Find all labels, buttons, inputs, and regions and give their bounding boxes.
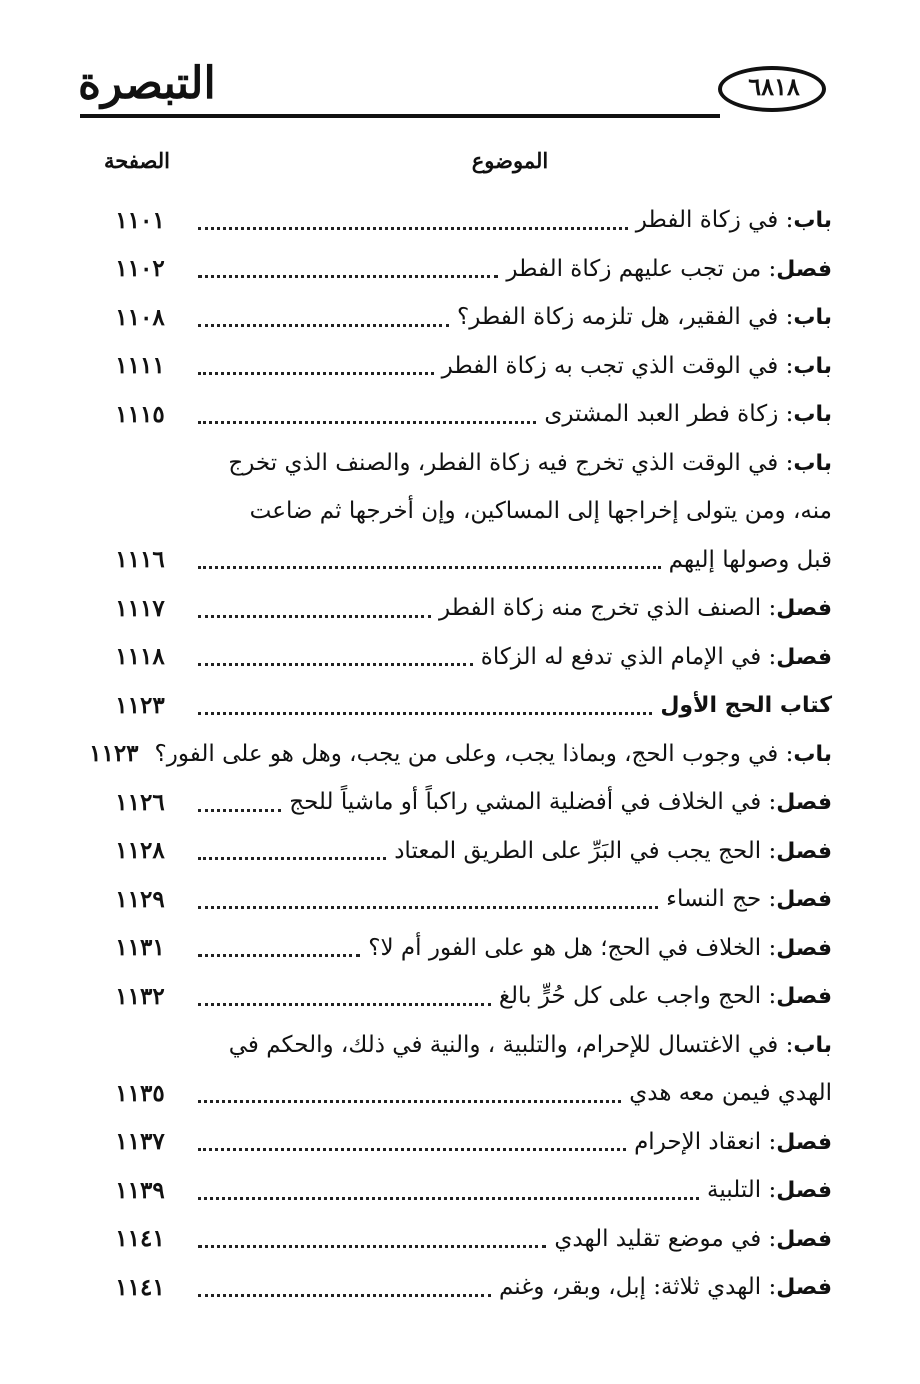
entry-page-number: ١١١١ bbox=[115, 352, 165, 380]
leader-dots bbox=[198, 615, 431, 618]
entry-text: باب: زكاة فطر العبد المشترى bbox=[544, 401, 832, 428]
entry-title: في الإمام الذي تدفع له الزكاة bbox=[480, 643, 762, 670]
toc-line bbox=[90, 633, 832, 682]
entry-title: في الوقت الذي تخرج فيه زكاة الفطر، والصنف الذي تخرج bbox=[228, 449, 779, 476]
entry-label: فصل bbox=[776, 838, 832, 864]
entry-label: باب bbox=[793, 450, 832, 476]
entry-label: باب bbox=[793, 402, 832, 428]
entry-page-number: ١١٠٨ bbox=[115, 303, 165, 331]
entry-title: الحج يجب في البَرِّ على الطريق المعتاد bbox=[394, 837, 762, 864]
entry-text: باب: في الاغتسال للإحرام، والتلبية ، والنية في ذلك، والحكم في bbox=[228, 1031, 832, 1058]
entry-page-number: ١١١٧ bbox=[115, 594, 165, 622]
toc-entry bbox=[90, 1166, 832, 1215]
toc-entry bbox=[90, 584, 832, 633]
toc-entry bbox=[90, 293, 832, 342]
toc-line bbox=[90, 1215, 832, 1264]
entry-label: فصل bbox=[776, 984, 832, 1010]
entry-page-number: ١١١٨ bbox=[115, 643, 165, 671]
toc-entry bbox=[90, 1021, 832, 1118]
toc-entry bbox=[90, 1118, 832, 1167]
entry-text: فصل: في الخلاف في أفضلية المشي راكباً أو ماشياً للحج bbox=[289, 789, 832, 816]
entry-page-number: ١١٣١ bbox=[115, 934, 165, 962]
entry-page-number: ١١٣٢ bbox=[115, 982, 165, 1010]
entry-text: فصل: الحج يجب في البَرِّ على الطريق المعتاد bbox=[394, 837, 832, 864]
toc-entry bbox=[90, 245, 832, 294]
section-heading: كتاب الحج الأول bbox=[660, 692, 832, 718]
book-title: التبصرة bbox=[78, 58, 216, 109]
entry-text: باب: في زكاة الفطر bbox=[635, 207, 832, 234]
entry-label: فصل bbox=[776, 887, 832, 913]
entry-text: فصل: الحج واجب على كل حُرٍّ بالغ bbox=[498, 983, 832, 1010]
toc-entry bbox=[90, 1263, 832, 1312]
entry-title: زكاة فطر العبد المشترى bbox=[544, 401, 779, 428]
entry-title: في موضع تقليد الهدي bbox=[554, 1225, 762, 1252]
entry-label: فصل bbox=[776, 1129, 832, 1155]
leader-dots bbox=[198, 906, 658, 909]
toc-line bbox=[90, 1263, 832, 1312]
entry-page-number: ١١٠١ bbox=[115, 206, 165, 234]
column-header-topic: الموضوع bbox=[471, 148, 549, 173]
toc-line bbox=[90, 730, 832, 779]
leader-dots bbox=[198, 712, 652, 715]
leader-dots bbox=[198, 1245, 546, 1248]
entry-label: باب bbox=[793, 741, 832, 767]
toc-line bbox=[90, 293, 832, 342]
entry-label: باب bbox=[793, 305, 832, 331]
entry-title: الصنف الذي تخرج منه زكاة الفطر bbox=[439, 595, 762, 622]
entry-title: الهدي فيمن معه هدي bbox=[629, 1080, 832, 1107]
toc-line bbox=[90, 924, 832, 973]
entry-text: فصل: حج النساء bbox=[666, 886, 832, 913]
entry-text: فصل: الهدي ثلاثة: إبل، وبقر، وغنم bbox=[499, 1274, 832, 1301]
entry-label: فصل bbox=[776, 1178, 832, 1204]
entry-page-number: ١١٢٣ bbox=[89, 740, 139, 768]
toc-line bbox=[90, 1118, 832, 1167]
leader-dots bbox=[198, 566, 661, 569]
leader-dots bbox=[198, 275, 498, 278]
entry-text: فصل: في موضع تقليد الهدي bbox=[554, 1225, 832, 1252]
toc-entry bbox=[90, 1215, 832, 1264]
entry-text: فصل: التلبية bbox=[707, 1177, 832, 1204]
entry-page-number: ١١٤١ bbox=[115, 1273, 165, 1301]
leader-dots bbox=[198, 1294, 491, 1297]
leader-dots bbox=[198, 954, 360, 957]
toc-line bbox=[90, 390, 832, 439]
entry-text: فصل: من تجب عليهم زكاة الفطر bbox=[506, 255, 832, 282]
entry-title: في الفقير، هل تلزمه زكاة الفطر؟ bbox=[457, 304, 779, 331]
entry-page-number: ١١٠٢ bbox=[115, 255, 165, 283]
entry-page-number: ١١٢٨ bbox=[115, 837, 165, 865]
toc-line bbox=[90, 342, 832, 391]
entry-label: فصل bbox=[776, 1226, 832, 1252]
toc-entry bbox=[90, 972, 832, 1021]
entry-title: منه، ومن يتولى إخراجها إلى المساكين، وإن أخرجها ثم ضاعت bbox=[249, 498, 832, 525]
entry-text: باب: في وجوب الحج، وبماذا يجب، وعلى من يجب، وهل هو على الفور؟ bbox=[154, 740, 832, 767]
toc-line bbox=[90, 196, 832, 245]
entry-text bbox=[250, 498, 832, 524]
toc-entry bbox=[90, 196, 832, 245]
leader-dots bbox=[198, 1148, 626, 1151]
entry-title: التلبية bbox=[707, 1177, 762, 1204]
toc-entry bbox=[90, 681, 832, 730]
toc-entry bbox=[90, 730, 832, 779]
entry-title: في الاغتسال للإحرام، والتلبية ، والنية في ذلك، والحكم في bbox=[228, 1031, 779, 1058]
leader-dots bbox=[198, 421, 536, 424]
page-header bbox=[60, 52, 840, 132]
entry-label: فصل bbox=[776, 644, 832, 670]
entry-label: فصل bbox=[776, 1275, 832, 1301]
entry-page-number: ١١٣٥ bbox=[115, 1079, 165, 1107]
column-header-page: الصفحة bbox=[104, 148, 170, 173]
toc-entry bbox=[90, 439, 832, 585]
entry-title: في زكاة الفطر bbox=[635, 207, 779, 234]
leader-dots bbox=[198, 857, 386, 860]
entry-title: حج النساء bbox=[666, 886, 762, 913]
leader-dots bbox=[198, 227, 628, 230]
toc-entry bbox=[90, 778, 832, 827]
leader-dots bbox=[198, 809, 281, 812]
entry-page-number: ١١١٦ bbox=[115, 546, 165, 574]
toc-line bbox=[90, 1021, 832, 1070]
toc-line bbox=[90, 245, 832, 294]
entry-label: باب bbox=[793, 353, 832, 379]
entry-text bbox=[629, 1080, 832, 1106]
leader-dots bbox=[198, 1197, 699, 1200]
entry-text: فصل: الصنف الذي تخرج منه زكاة الفطر bbox=[439, 595, 832, 622]
entry-page-number: ١١٢٣ bbox=[115, 691, 165, 719]
entry-title: في وجوب الحج، وبماذا يجب، وعلى من يجب، وهل هو على الفور؟ bbox=[154, 740, 779, 767]
toc-line bbox=[90, 1069, 832, 1118]
entry-title: من تجب عليهم زكاة الفطر bbox=[506, 255, 762, 282]
entry-text bbox=[669, 547, 832, 573]
entry-page-number: ١١٣٧ bbox=[115, 1128, 165, 1156]
leader-dots bbox=[198, 372, 434, 375]
leader-dots bbox=[198, 324, 449, 327]
toc-entry bbox=[90, 342, 832, 391]
entry-title: في الوقت الذي تجب به زكاة الفطر bbox=[441, 352, 779, 379]
entry-text: باب: في الفقير، هل تلزمه زكاة الفطر؟ bbox=[457, 304, 832, 331]
header-rule bbox=[80, 114, 720, 118]
entry-label: باب bbox=[793, 208, 832, 234]
toc-entry bbox=[90, 390, 832, 439]
toc-entry bbox=[90, 633, 832, 682]
entry-label: فصل bbox=[776, 935, 832, 961]
entry-page-number: ١١٤١ bbox=[115, 1225, 165, 1253]
entry-label: باب bbox=[793, 1032, 832, 1058]
entry-text: فصل: انعقاد الإحرام bbox=[634, 1128, 832, 1155]
toc-line bbox=[90, 875, 832, 924]
toc-line bbox=[90, 972, 832, 1021]
entry-page-number: ١١٢٩ bbox=[115, 885, 165, 913]
entry-title: انعقاد الإحرام bbox=[634, 1128, 762, 1155]
toc-line bbox=[90, 536, 832, 585]
toc-line bbox=[90, 681, 832, 730]
entry-text: فصل: الخلاف في الحج؛ هل هو على الفور أم لا؟ bbox=[368, 934, 832, 961]
page-number: ٦٨١٨ bbox=[748, 72, 800, 101]
toc-line bbox=[90, 778, 832, 827]
toc-line bbox=[90, 827, 832, 876]
entry-page-number: ١١٣٩ bbox=[115, 1176, 165, 1204]
toc-line bbox=[90, 487, 832, 536]
toc-line bbox=[90, 439, 832, 488]
table-of-contents bbox=[90, 196, 832, 1312]
entry-title: في الخلاف في أفضلية المشي راكباً أو ماشياً للحج bbox=[289, 789, 762, 816]
toc-line bbox=[90, 584, 832, 633]
entry-page-number: ١١٢٦ bbox=[115, 788, 165, 816]
toc-entry bbox=[90, 924, 832, 973]
leader-dots bbox=[198, 1100, 621, 1103]
entry-label: فصل bbox=[776, 790, 832, 816]
entry-title: الحج واجب على كل حُرٍّ بالغ bbox=[498, 983, 762, 1010]
toc-line bbox=[90, 1166, 832, 1215]
leader-dots bbox=[198, 1003, 491, 1006]
entry-text: باب: في الوقت الذي تجب به زكاة الفطر bbox=[441, 352, 832, 379]
entry-text: فصل: في الإمام الذي تدفع له الزكاة bbox=[480, 643, 832, 670]
entry-text: باب: في الوقت الذي تخرج فيه زكاة الفطر، والصنف الذي تخرج bbox=[228, 449, 832, 476]
entry-label: فصل bbox=[776, 256, 832, 282]
leader-dots bbox=[198, 663, 473, 666]
toc-entry bbox=[90, 827, 832, 876]
entry-title: قبل وصولها إليهم bbox=[668, 546, 832, 573]
entry-label: فصل bbox=[776, 596, 832, 622]
entry-title: الهدي ثلاثة: إبل، وبقر، وغنم bbox=[499, 1274, 762, 1301]
entry-page-number: ١١١٥ bbox=[115, 400, 165, 428]
entry-title: الخلاف في الحج؛ هل هو على الفور أم لا؟ bbox=[368, 934, 762, 961]
toc-entry bbox=[90, 875, 832, 924]
